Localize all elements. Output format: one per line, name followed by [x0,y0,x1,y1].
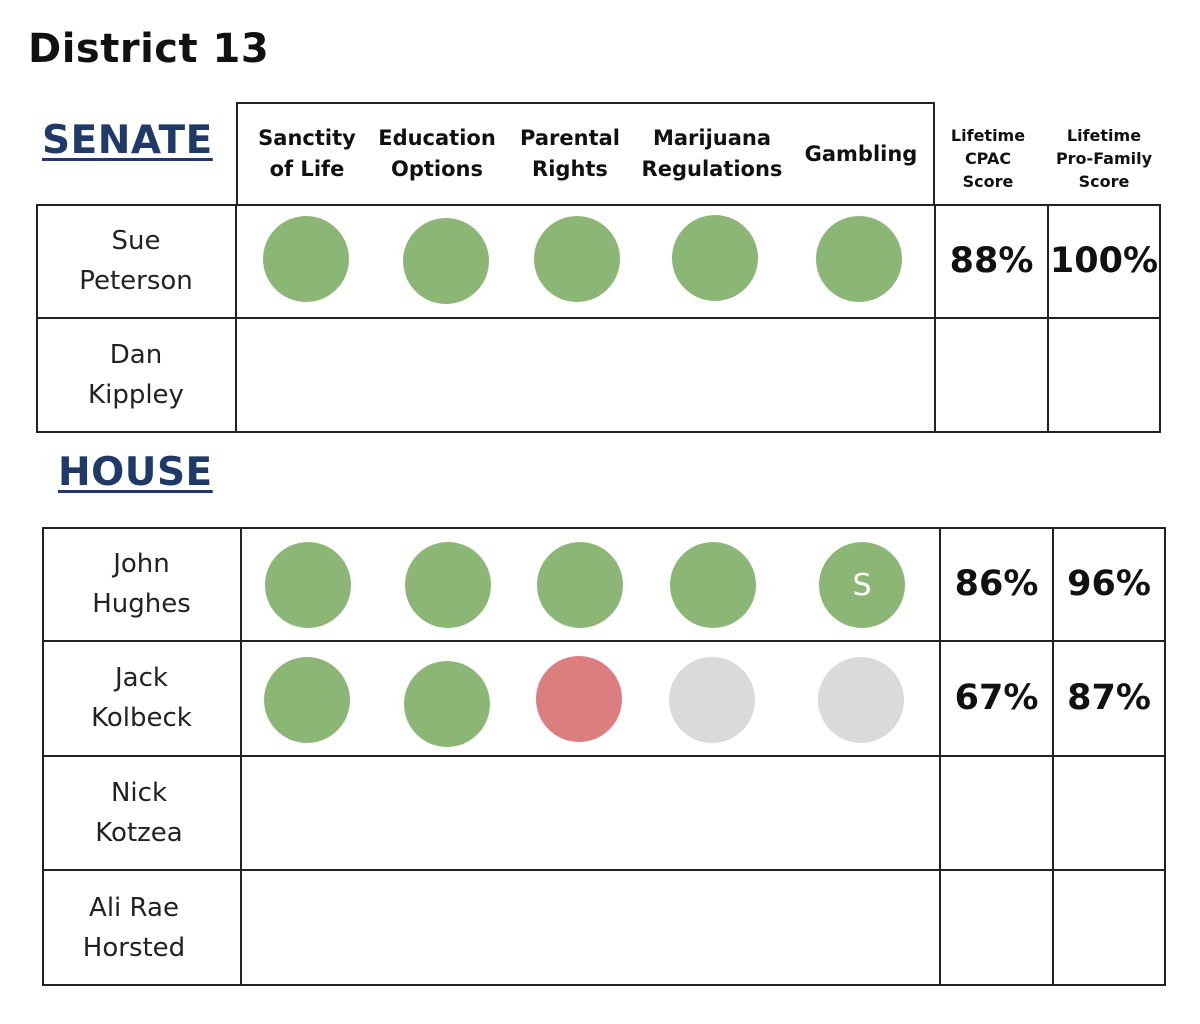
candidate-name-jack-kolbeck: Jack Kolbeck [91,663,192,733]
candidate-name-john-hughes: John Hughes [92,549,191,619]
column-header-pro-family-score: Lifetime Pro-Family Score [1055,125,1153,191]
candidate-name-sue-peterson: Sue Peterson [79,226,193,296]
candidate-name-dan-kippley: Dan Kippley [88,340,184,410]
position-dot-education-options [403,218,489,304]
column-header-gambling: Gambling [804,141,918,166]
column-divider [235,204,237,433]
position-dot-parental-rights [534,216,620,302]
position-dot-marijuana-regulations [669,657,755,743]
position-dot-sanctity-of-life [264,657,350,743]
position-dot-marijuana-regulations [670,542,756,628]
position-dot-sanctity-of-life [263,216,349,302]
column-header-sanctity-of-life: Sanctity of Life [258,126,356,181]
pro-family-score: 96% [1067,564,1151,604]
candidate-name-ali-rae-horsted: Ali Rae Horsted [82,892,186,963]
position-dot-sanctity-of-life [265,542,351,628]
column-divider [240,527,242,986]
cpac-score: 88% [949,241,1034,281]
senate-heading: SENATE [42,118,213,163]
cpac-score: 67% [954,678,1039,718]
column-header-marijuana-regulations: Marijuana Regulations [641,126,783,181]
position-dot-parental-rights [536,656,622,742]
pro-family-score: 100% [1049,241,1159,281]
column-header-parental-rights: Parental Rights [520,126,620,181]
cpac-score: 86% [954,564,1039,604]
position-dot-gambling: S [819,542,905,628]
candidate-name-nick-kotzea: Nick Kotzea [95,777,183,848]
position-dot-parental-rights [537,542,623,628]
position-dot-gambling [816,216,902,302]
position-dot-education-options [404,661,490,747]
column-header-cpac-score: Lifetime CPAC Score [950,125,1026,191]
page-title: District 13 [28,26,270,72]
pro-family-score: 87% [1067,678,1151,718]
position-dot-marijuana-regulations [672,215,758,301]
house-heading: HOUSE [58,450,213,495]
column-header-education-options: Education Options [378,126,496,181]
position-dot-education-options [405,542,491,628]
position-dot-gambling [818,657,904,743]
